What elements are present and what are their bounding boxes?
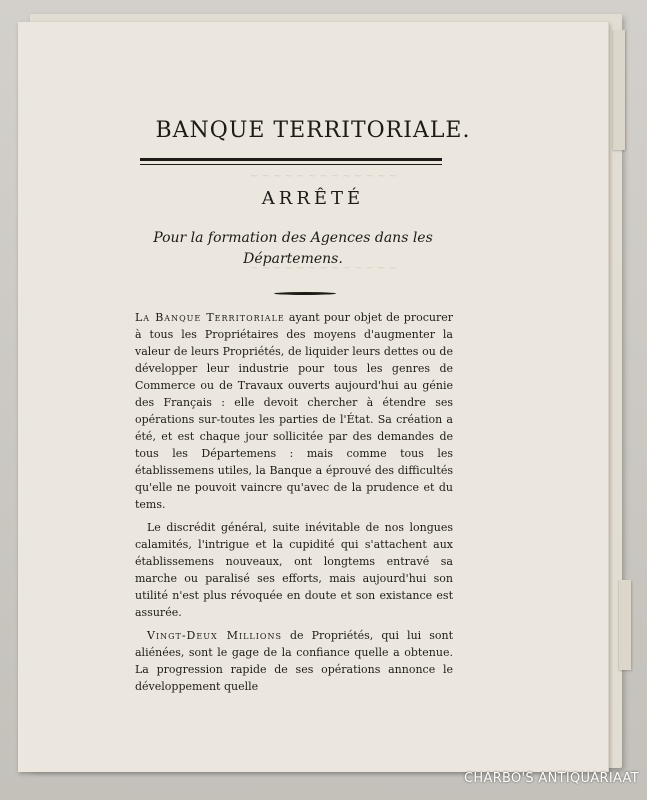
- paragraph-text: Le discrédit général, suite inévitable de nos longues calamités, l'intrigue et la cupidité qui s'attachent aux établissemens nouveaux, ont longtems entravé sa marche ou paralisé ses efforts, mais aujourd'hui son utilité n'est plus révoquée en doute et son existance est assurée.: [135, 521, 453, 619]
- title-rule-thick: [140, 158, 442, 161]
- bleed-through-text: ~ ~ ~ ~ ~ ~ ~ ~ ~ ~ ~ ~ ~: [250, 263, 398, 274]
- paragraph-text: de Propriétés, qui lui sont aliénées, sont le gage de la confiance quelle a obtenue. La progression rapide de ses opérations annonce le développement quelle: [135, 629, 453, 693]
- title-rule-thin: [140, 164, 442, 165]
- watermark: CHARBO'S ANTIQUARIAAT: [464, 771, 639, 786]
- document-page: [18, 22, 609, 772]
- document-body: [135, 309, 453, 701]
- bleed-through-text: ~ ~ ~ ~ ~ ~ ~ ~ ~ ~ ~ ~ ~: [250, 171, 398, 182]
- paragraph-text: ayant pour objet de procurer à tous les Propriétaires des moyens d'augmenter la valeur de leurs Propriétés, de liquider leurs dettes ou de développer leur industrie pour tous les genres de Commerce ou de Travaux ouverts aujourd'hui au génie des Français : elle devoit chercher à étendre ses opérations sur-toutes les parties de l'État. Sa création a été, et est chaque jour sollicitée par des demandes de tous les Départemens : mais comme tous les établissemens utiles, la Banque a éprouvé des difficultés qu'elle ne pouvoit vaincre qu'avec de la prudence et du tems.: [135, 311, 454, 511]
- document-purpose: Pour la formation des Agences dans les Départemens.: [153, 230, 433, 267]
- paper-edge-tab: [618, 580, 631, 670]
- document-title: BANQUE TERRITORIALE.: [155, 118, 471, 143]
- paragraph: [135, 519, 453, 621]
- divider-ornament: [274, 292, 336, 295]
- paragraph: [135, 309, 453, 513]
- paragraph-lead: Vingt-Deux Millions: [147, 629, 282, 642]
- paragraph-lead: La Banque Territoriale: [135, 311, 285, 324]
- paragraph: [135, 627, 453, 695]
- paper-edge-tab: [612, 30, 625, 150]
- document-subtitle: ARRÊTÉ: [261, 188, 365, 209]
